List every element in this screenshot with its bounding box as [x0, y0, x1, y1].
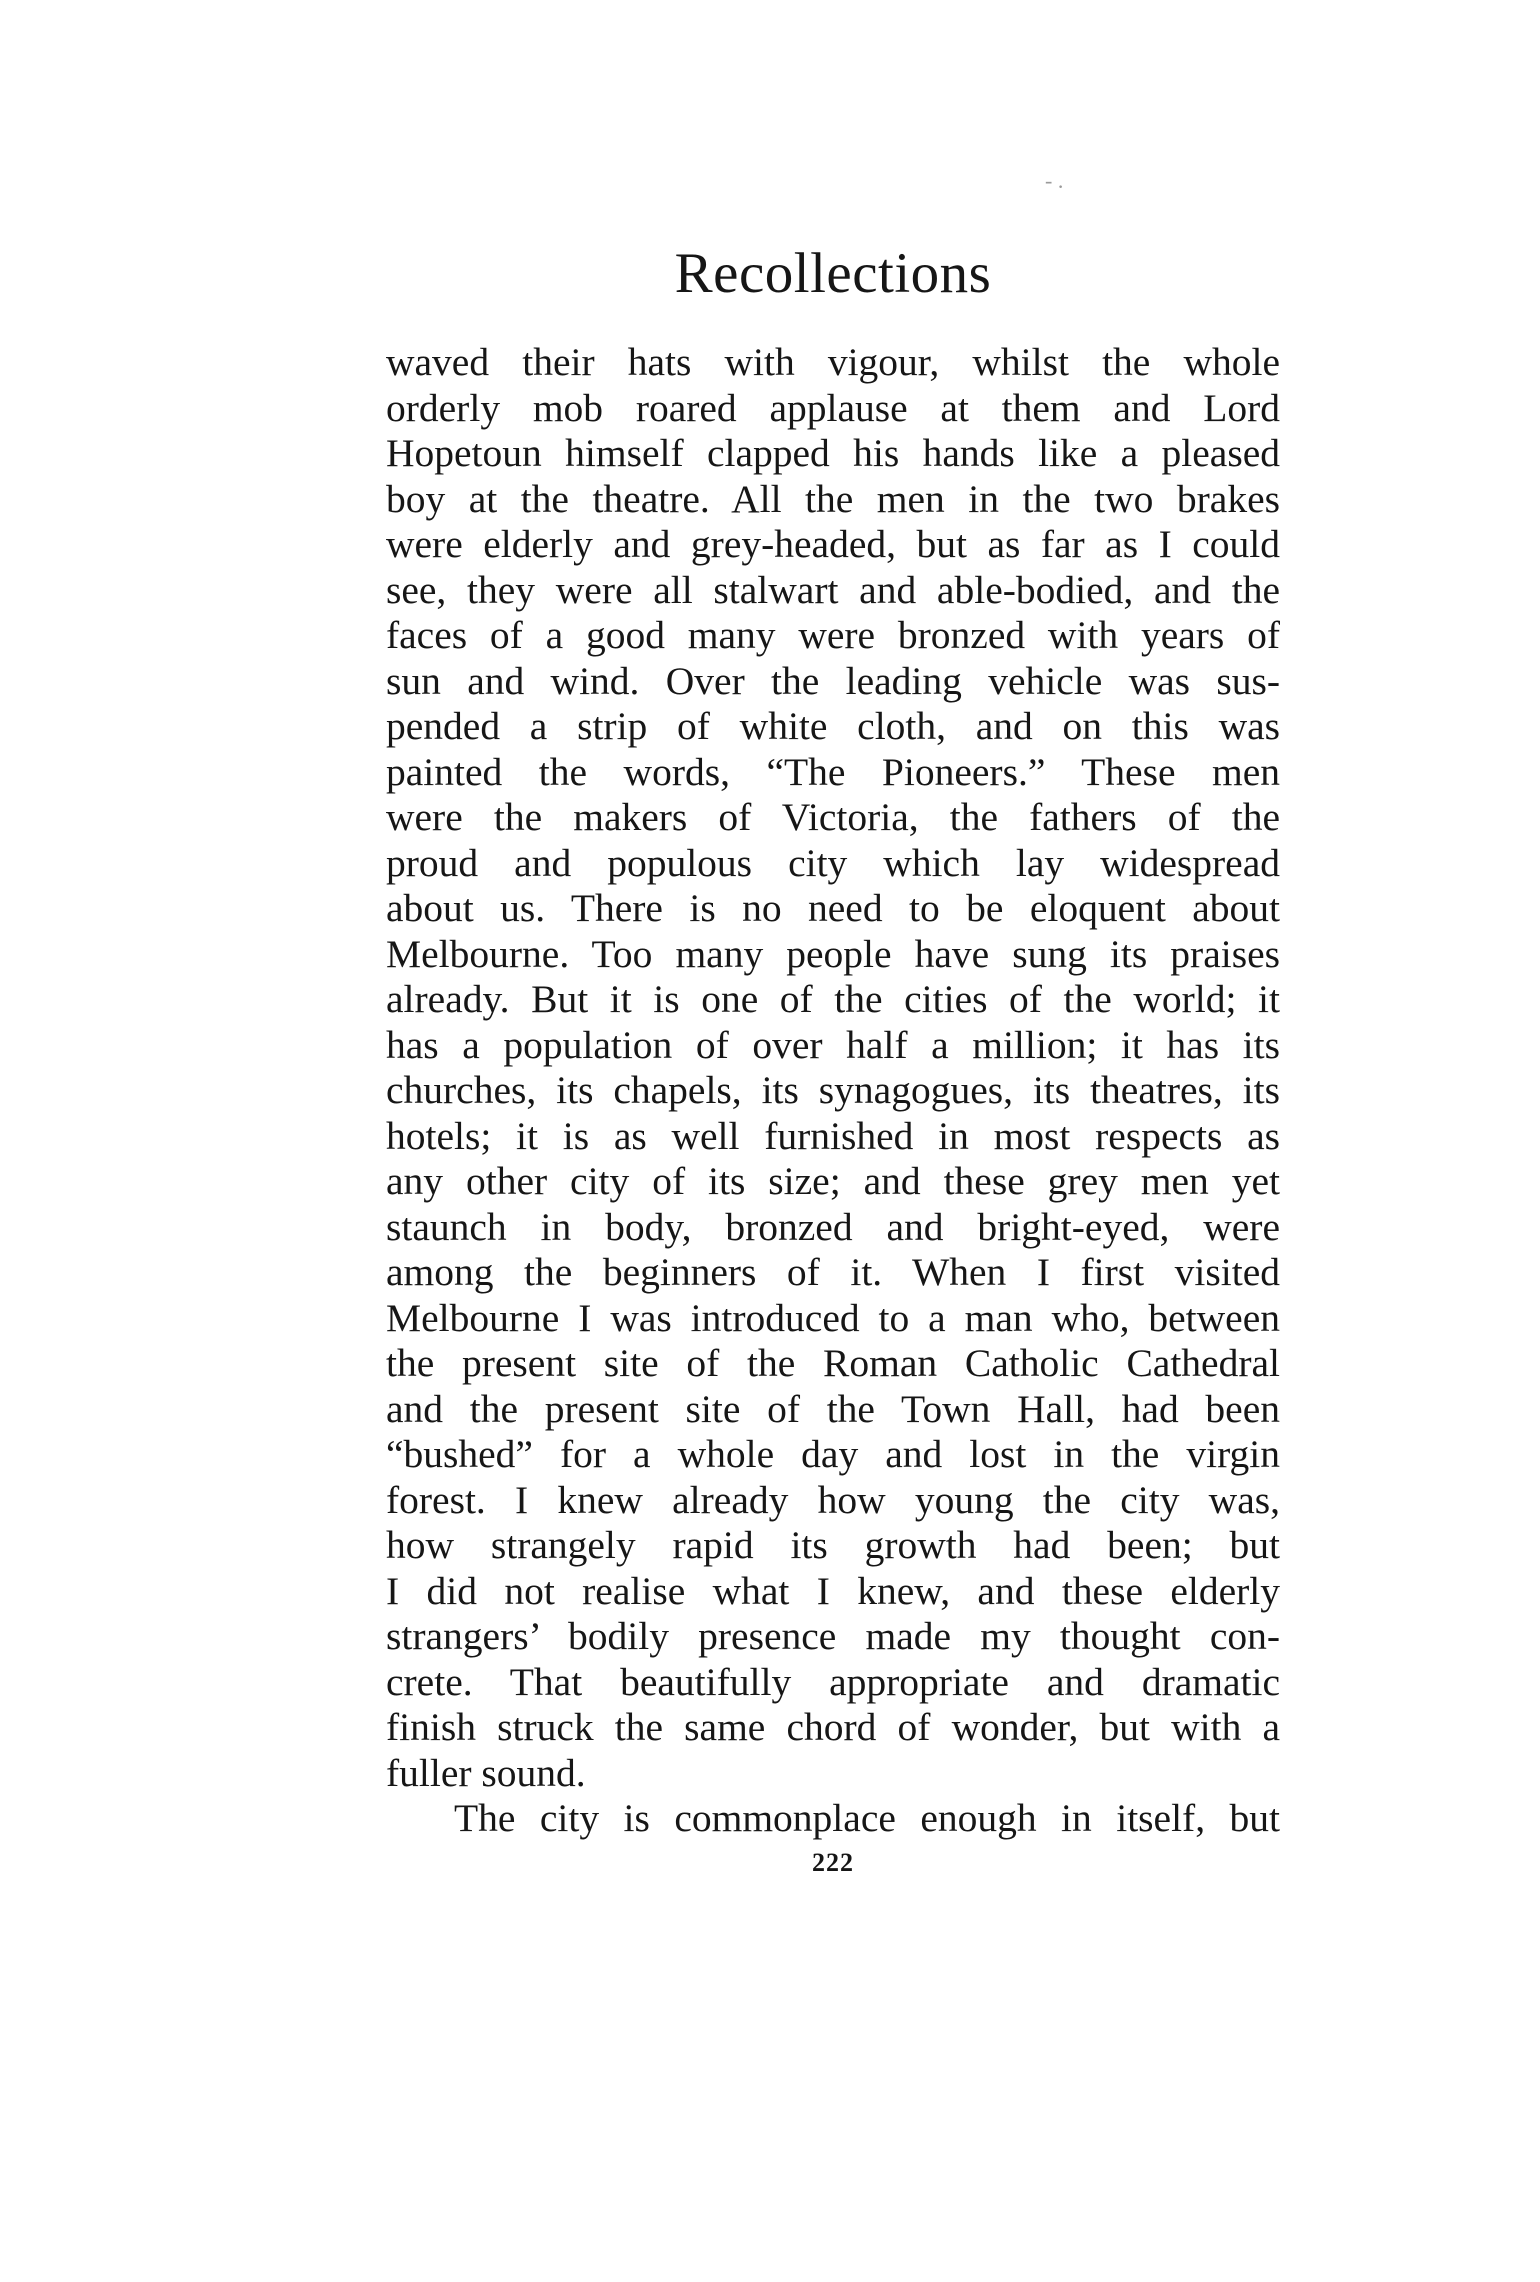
- text-line: were the makers of Victoria, the fathers of the: [386, 795, 1280, 839]
- body-text: [386, 340, 1280, 1842]
- text-line: waved their hats with vigour, whilst the whole: [386, 340, 1280, 384]
- text-line: proud and populous city which lay widespread: [386, 840, 1280, 885]
- text-line: hotels; it is as well furnished in most respects as: [386, 1113, 1280, 1158]
- text-line: orderly mob roared applause at them and Lord: [386, 385, 1280, 430]
- scan-speck: - .: [1045, 168, 1064, 193]
- paragraph-1: [386, 340, 1280, 1796]
- text-line: about us. There is no need to be eloquent about: [386, 886, 1280, 930]
- text-line: Melbourne I was introduced to a man who, between: [386, 1295, 1280, 1340]
- text-line: churches, its chapels, its synagogues, its theatres, its: [386, 1068, 1280, 1112]
- text-line: crete. That beautifully appropriate and dramatic: [386, 1659, 1280, 1704]
- running-head: Recollections: [674, 242, 992, 305]
- page-number: 222: [812, 1848, 854, 1877]
- text-line: I did not realise what I knew, and these elderly: [386, 1568, 1280, 1613]
- text-line: how strangely rapid its growth had been; but: [386, 1523, 1280, 1567]
- text-line: the present site of the Roman Catholic Cathedral: [386, 1341, 1280, 1385]
- text-line: finish struck the same chord of wonder, but with a: [386, 1705, 1280, 1749]
- text-line: “bushed” for a whole day and lost in the virgin: [386, 1432, 1280, 1476]
- text-line: pended a strip of white cloth, and on this was: [386, 704, 1280, 748]
- text-line: fuller sound.: [386, 1750, 586, 1795]
- text-line: already. But it is one of the cities of the world; it: [386, 977, 1280, 1021]
- paragraph-2: [386, 1796, 1280, 1842]
- text-line: The city is commonplace enough in itself, but: [454, 1796, 1280, 1840]
- text-line: strangers’ bodily presence made my thought con-: [386, 1614, 1280, 1658]
- text-line: Hopetoun himself clapped his hands like a pleased: [386, 431, 1280, 475]
- text-line: among the beginners of it. When I first visited: [386, 1250, 1280, 1294]
- text-line: and the present site of the Town Hall, had been: [386, 1386, 1280, 1431]
- text-line: staunch in body, bronzed and bright-eyed, were: [386, 1204, 1280, 1249]
- text-line: painted the words, “The Pioneers.” These men: [386, 749, 1280, 794]
- text-line: any other city of its size; and these grey men yet: [386, 1159, 1280, 1203]
- text-line: faces of a good many were bronzed with years of: [386, 613, 1280, 657]
- text-line: were elderly and grey-headed, but as far as I could: [386, 522, 1280, 566]
- text-line: Melbourne. Too many people have sung its praises: [386, 931, 1280, 976]
- text-line: sun and wind. Over the leading vehicle was sus-: [386, 658, 1280, 703]
- text-line: boy at the theatre. All the men in the two brakes: [386, 476, 1280, 521]
- text-line: forest. I knew already how young the city was,: [386, 1477, 1280, 1522]
- text-line: see, they were all stalwart and able-bodied, and the: [386, 567, 1280, 612]
- text-line: has a population of over half a million; it has its: [386, 1022, 1280, 1067]
